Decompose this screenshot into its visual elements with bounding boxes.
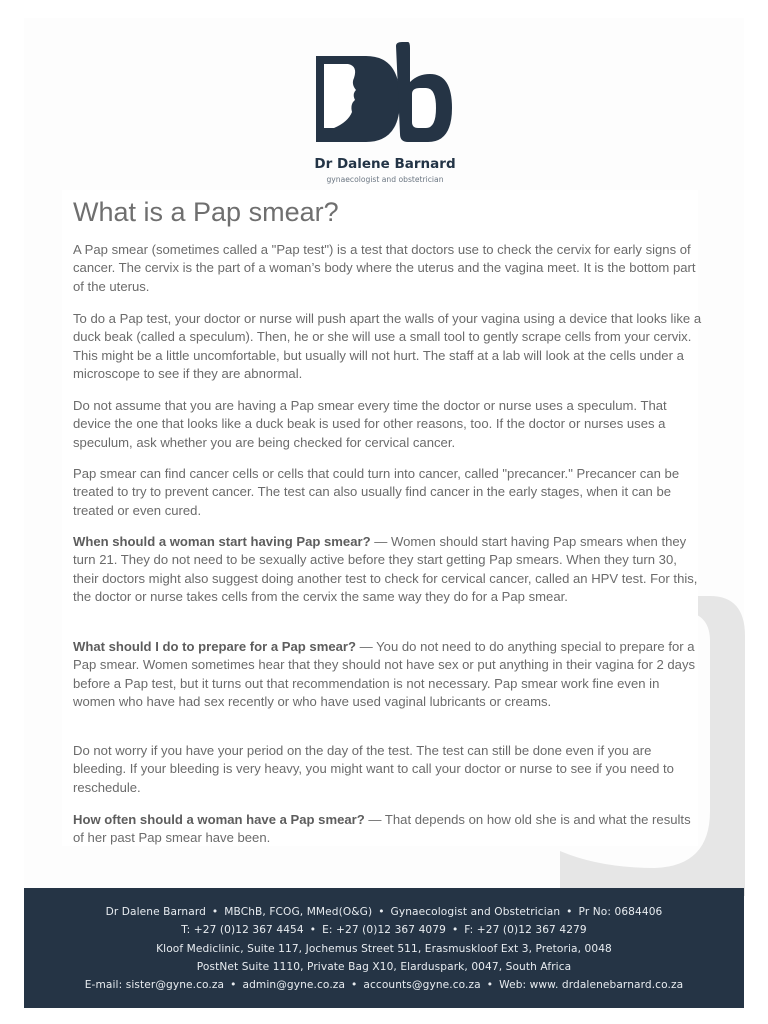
footer-website[interactable]: Web: www. drdalenebarnard.co.za <box>499 979 684 991</box>
question-heading: How often should a woman have a Pap smear? <box>73 812 365 827</box>
footer-telephone: T: +27 (0)12 367 4454 <box>181 924 304 936</box>
footer-fax: F: +27 (0)12 367 4279 <box>464 924 587 936</box>
footer-postal-address: PostNet Suite 1110, Private Bag X10, Elarduspark, 0047, South Africa <box>196 961 572 973</box>
separator-dot: • <box>451 924 459 936</box>
paragraph-text: Pap smear can find cancer cells or cells that could turn into cancer, called "precancer." Precancer can be treated to try to prevent cancer. The test can also usually find cancer in the early stages, when it can be treated or even cured. <box>73 466 680 518</box>
separator-dot: • <box>211 906 219 918</box>
footer-phone-line <box>24 924 744 936</box>
paragraph-text: — That depends on how old she is and what the results of her past Pap smear have been. <box>73 812 691 846</box>
footer-credentials-line <box>24 906 744 918</box>
footer-emergency-phone: E: +27 (0)12 367 4079 <box>322 924 446 936</box>
paragraph-when-start <box>73 533 705 607</box>
footer-email-admin[interactable]: admin@gyne.co.za <box>242 979 346 991</box>
paragraph-text: Do not assume that you are having a Pap smear every time the doctor or nurse uses a speculum. That device the one that looks like a duck beak is used for other reasons, too. If the doctor or nurses uses a speculum, ask whether you are being checked for cervical cancer. <box>73 398 667 450</box>
paragraph-procedure <box>73 310 705 384</box>
logo-doctor-name: Dr Dalene Barnard <box>314 156 456 172</box>
logo <box>314 42 456 187</box>
question-heading: What should I do to prepare for a Pap smear? <box>73 639 357 654</box>
paragraph-period <box>73 742 705 797</box>
paragraph-speculum <box>73 397 705 452</box>
paragraph-intro <box>73 241 705 296</box>
footer-email-sister[interactable]: E-mail: sister@gyne.co.za <box>84 979 225 991</box>
paragraph-text: — Women should start having Pap smears when they turn 21. They do not need to be sexually active before they start getting Pap smears. When they turn 30, their doctors might also suggest doing another test to check for cervical cancer, called an HPV test. For this, the doctor or nurse takes cells from the cervix the same way they do for a Pap smear. <box>73 534 698 605</box>
paragraph-text: Do not worry if you have your period on the day of the test. The test can still be done even if you are bleeding. If your bleeding is very heavy, you might want to call your doctor or nurse to see if you need to reschedule. <box>73 743 674 795</box>
paragraph-text: — You do not need to do anything special to prepare for a Pap smear. Women sometimes hear that they should not have sex or put anything in their vagina for 2 days before a Pap test, but it turns out that recommendation is not necessary. Pap smear work fine even in women who have had sex recently or who have used vaginal lubricants or creams. <box>73 639 696 710</box>
footer-qualifications: MBChB, FCOG, MMed(O&G) <box>224 906 373 918</box>
paragraph-text: A Pap smear (sometimes called a "Pap test") is a test that doctors use to check the cervix for early signs of cancer. The cervix is the part of a woman’s body where the uterus and the vagina meet. It is the bottom part of the uterus. <box>73 242 696 294</box>
separator-dot: • <box>351 979 358 991</box>
footer-physical-address: Kloof Mediclinic, Suite 117, Jochemus Street 511, Erasmuskloof Ext 3, Pretoria, 0048 <box>156 943 612 955</box>
logo-tagline: gynaecologist and obstetrician <box>326 175 444 184</box>
question-heading: When should a woman start having Pap smear? <box>73 534 371 549</box>
article-title: What is a Pap smear? <box>73 197 339 227</box>
separator-dot: • <box>486 979 494 991</box>
paragraph-how-often <box>73 811 705 848</box>
footer-doctor-name: Dr Dalene Barnard <box>105 906 206 918</box>
paragraph-precancer <box>73 465 705 520</box>
separator-dot: • <box>230 979 237 991</box>
contact-footer <box>24 888 744 1008</box>
footer-specialty: Gynaecologist and Obstetrician <box>390 906 561 918</box>
footer-email-web-line <box>24 979 744 991</box>
paragraph-text: To do a Pap test, your doctor or nurse will push apart the walls of your vagina using a device that looks like a duck beak (called a speculum). Then, he or she will use a small tool to gently scrape cells from your cervix. This might be a little uncomfortable, but usually will not hurt. The staff at a lab will look at the cells under a microscope to see if they are abnormal. <box>73 311 702 382</box>
db-monogram-icon <box>314 42 456 154</box>
separator-dot: • <box>566 906 573 918</box>
separator-dot: • <box>378 906 385 918</box>
footer-practice-number: Pr No: 0684406 <box>578 906 663 918</box>
separator-dot: • <box>309 924 317 936</box>
paragraph-prepare <box>73 638 705 712</box>
footer-email-accounts[interactable]: accounts@gyne.co.za <box>363 979 481 991</box>
